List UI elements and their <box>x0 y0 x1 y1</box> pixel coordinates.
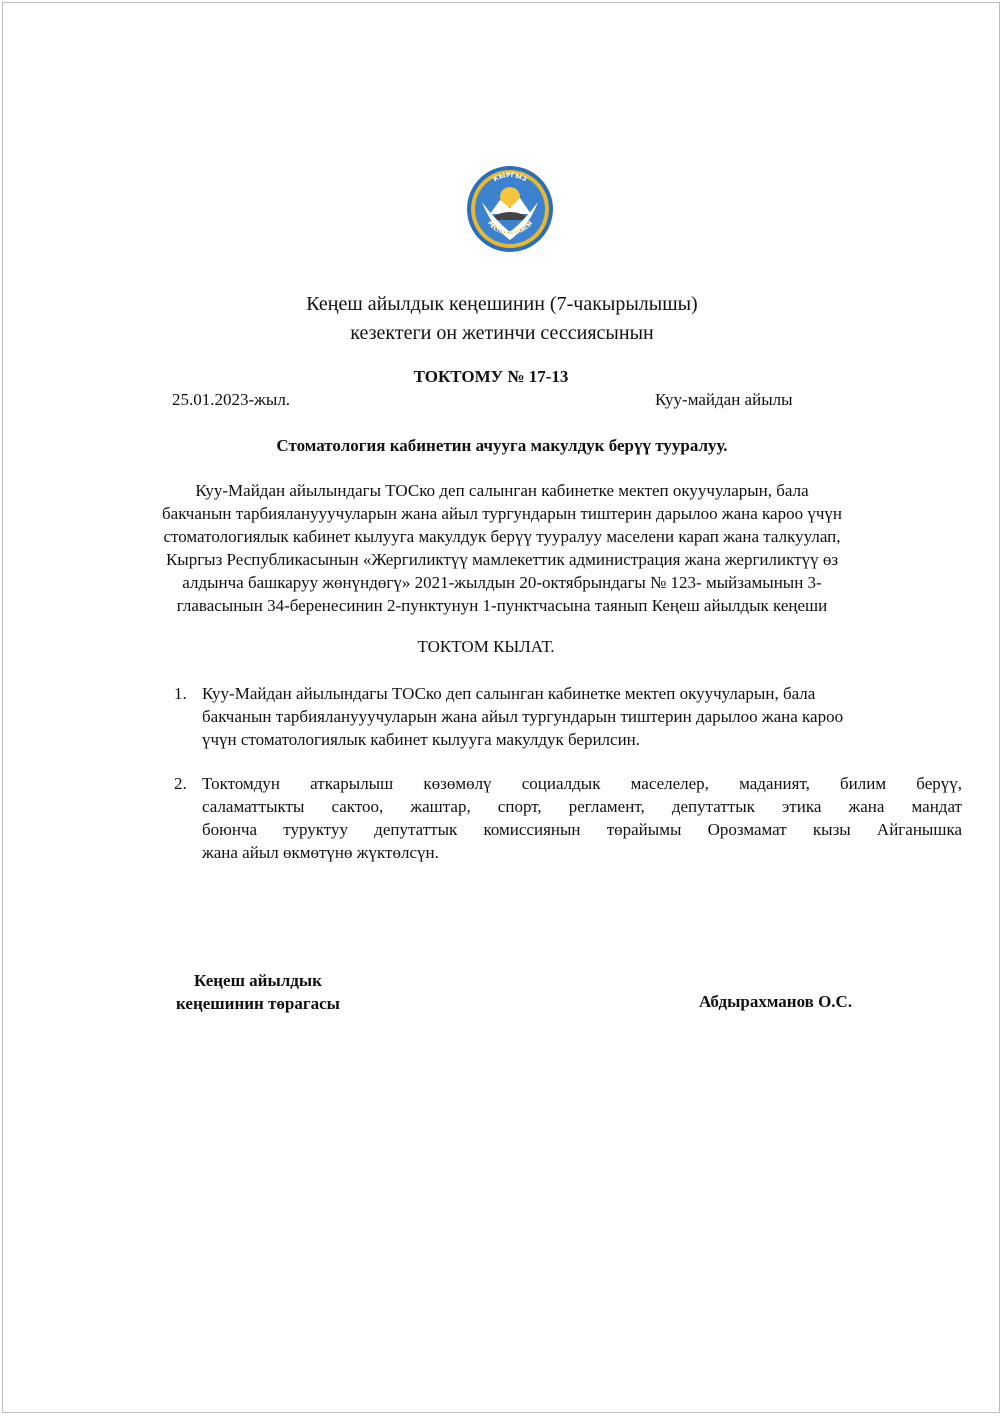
preamble-line: бакчанын тарбияланууучуларын жана айыл тургундарын тиштерин дарылоо жана кароо үчүн <box>162 504 842 523</box>
preamble-line: алдынча башкаруу жөнүндөгү» 2021-жылдын 20-октябрындагы № 123- мыйзамынын 3- <box>182 573 822 592</box>
list-item-line: Токтомдун аткарылыш көзөмөлү социалдык маселелер, маданият, билим берүү, <box>202 774 962 793</box>
list-item-line: бакчанын тарбияланууучуларын жана айыл тургундарын тиштерин дарылоо жана кароо <box>202 707 844 726</box>
emblem-top-text: КЫРГЫЗ <box>491 170 529 184</box>
signature-title-line-2: кеңешинин төрагасы <box>176 994 340 1013</box>
state-emblem-icon <box>465 164 555 254</box>
heading-line-1: Кеңеш айылдык кеңешинин (7-чакырылышы) <box>306 293 698 315</box>
preamble-line: стоматологиялык кабинет кылууга макулдук берүү тууралуу маселени карап жана талкуулап, <box>163 527 841 546</box>
list-item-number: 1. <box>174 684 187 703</box>
list-item-line: саламаттыкты сактоо, жаштар, спорт, регламент, депутаттык этика жана мандат <box>202 797 962 816</box>
list-item-line: үчүн стоматологиялык кабинет кылууга макулдук берилсин. <box>202 730 641 749</box>
list-item-line: жана айыл өкмөтүнө жүктөлсүн. <box>202 843 439 862</box>
preamble-line: главасынын 34-беренесинин 2-пунктунун 1-пунктчасына таянып Кеңеш айылдык кеңеши <box>176 596 828 615</box>
document-heading <box>0 290 1004 348</box>
decree-place: Куу-майдан айылы <box>655 390 793 409</box>
preamble <box>0 479 1004 617</box>
list-item-text <box>202 772 962 864</box>
list-item-text <box>202 682 843 751</box>
preamble-line: Куу-Майдан айылындагы ТОСко деп салынган кабинетке мектеп окуучуларын, бала <box>195 481 809 500</box>
heading-line-2: кезектеги он жетинчи сессиясынын <box>350 322 654 344</box>
decree-date: 25.01.2023-жыл. <box>172 390 291 409</box>
decree-number: ТОКТОМУ № 17-13 <box>413 367 569 386</box>
signature-title-line-1: Кеңеш айылдык <box>194 971 322 990</box>
list-item-number: 2. <box>174 774 187 793</box>
preamble-line: Кыргыз Республикасынын «Жергиликтүү мамлекеттик администрация жана жергиликтүү өз <box>165 550 839 569</box>
signature-name: Абдырахманов О.С. <box>699 992 853 1011</box>
decree-subject: Стоматология кабинетин ачууга макулдук берүү тууралуу. <box>276 436 728 455</box>
emblem-bottom-text: РЕСПУБЛИКАСЫ <box>485 220 535 237</box>
resolves-heading: ТОКТОМ КЫЛАТ. <box>417 637 555 656</box>
signature-title <box>160 969 356 1015</box>
list-item-line: Куу-Майдан айылындагы ТОСко деп салынган кабинетке мектеп окуучуларын, бала <box>202 684 816 703</box>
list-item-line: боюнча туруктуу депутаттык комиссиянын төрайымы Орозмамат кызы Айганышка <box>202 820 962 839</box>
